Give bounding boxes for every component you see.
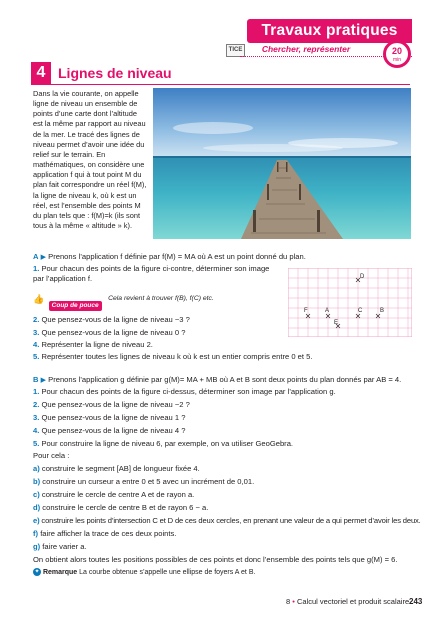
lightbulb-icon: ✦ [34,569,40,576]
question-item: Pour cela : [33,451,70,460]
hint-box [33,294,214,309]
question-item: 1. Pour chacun des points de la figure ci-contre, déterminer son image [33,264,270,273]
conclusion-text: On obtient alors toutes les positions possibles de ces points et donc l’ensemble des points tels que g(M) = 6. [33,555,398,564]
point-label: B [380,308,385,314]
points-grid [288,268,412,337]
footer-chapter: 8 • Calcul vectoriel et produit scalaire [286,597,410,606]
part-b-intro-text: Prenons l’application g définie par g(M)= MA + MB où A et B sont deux points du plan donnés par AB = 4. [48,375,402,384]
arrow-icon: ▶ [40,377,46,384]
question-item: e) construire les points d’intersection C et D de ces deux cercles, en prenant une valeur de a qui permet d’avoir les deux. [33,516,421,525]
question-item: 1. Pour chacun des points de la figure ci-dessus, déterminer son image par l’application g. [33,387,336,396]
question-item: c) construire le cercle de centre A et de rayon a. [33,490,195,499]
question-item: g) faire varier a. [33,542,87,551]
question-item: 4. Que pensez-vous de la ligne de niveau 4 ? [33,426,186,435]
thumbs-up-icon: 👍 [33,294,45,304]
pier-photo [153,88,411,239]
point-label: F [304,308,308,314]
intro-paragraph: Dans la vie courante, on appelle ligne de niveau un ensemble de points d’une carte dont l’altitude est la même par rapport au niveau de la mer. Le tracé des lignes de niveau permet d’avoir une idée du relief sur le terrain. En mathématiques, on considère une application f qui à tout point M du plan fait correspondre un réel f(M), la ligne de niveau k, où k est un réel, est l’ensemble des points M du plan tels que : f(M)=k (ils sont tous à la même « altitude » k). [33,89,147,231]
question-item: par l’application f. [33,274,93,283]
timer-value: 20 [391,46,402,56]
question-item: 4. Représenter la ligne de niveau 2. [33,340,153,349]
point-label: C [358,308,363,314]
part-b-label: B [33,375,39,384]
part-b-intro [33,375,401,386]
section-title: Lignes de niveau [58,65,172,81]
question-item: 5. Représenter toutes les lignes de niveau k où k est un entier compris entre 0 et 5. [33,352,313,361]
point-label: E [334,320,339,326]
part-a-intro [33,252,306,263]
question-item: a) construire le segment [AB] de longueur fixée 4. [33,464,200,473]
remark-label: Remarque [42,569,78,576]
timer-unit: min [392,57,402,63]
point-label: A [325,308,330,314]
question-item: 2. Que pensez-vous de la ligne de niveau −2 ? [33,400,190,409]
hint-text: Cela revient à trouver f(B), f(C) etc. [108,295,214,302]
section-rule [31,84,410,85]
question-item: d) construire le cercle de centre B et de rayon 6 − a. [33,503,209,512]
question-item: 2. Que pensez-vous de la ligne de niveau −3 ? [33,315,190,324]
section-number: 4 [31,62,51,84]
part-a-intro-text: Prenons l’application f définie par f(M) = MA où A est un point donné du plan. [48,252,306,261]
question-item: 3. Que pensez-vous de la ligne de niveau 0 ? [33,328,186,337]
remark [33,568,255,578]
page-number: 243 [409,597,423,606]
banner-subtitle: Chercher, représenter [261,44,351,54]
question-item: 5. Pour construire la ligne de niveau 6, par exemple, on va utiliser GeoGebra. [33,439,294,448]
point-label: D [360,274,365,280]
timer-icon [383,40,411,68]
bullet-icon: • [292,597,295,606]
section-banner: Travaux pratiques [247,19,412,43]
tice-badge: TICE [226,44,245,57]
arrow-icon: ▶ [40,254,46,261]
part-a-label: A [33,252,39,261]
question-item: f) faire afficher la trace de ces deux points. [33,529,177,538]
hint-badge: Coup de pouce [49,301,102,311]
remark-text: La courbe obtenue s’appelle une ellipse de foyers A et B. [79,569,256,576]
question-item: b) construire un curseur a entre 0 et 5 avec un incrément de 0,01. [33,477,255,486]
question-item: 3. Que pensez-vous de la ligne de niveau 1 ? [33,413,186,422]
